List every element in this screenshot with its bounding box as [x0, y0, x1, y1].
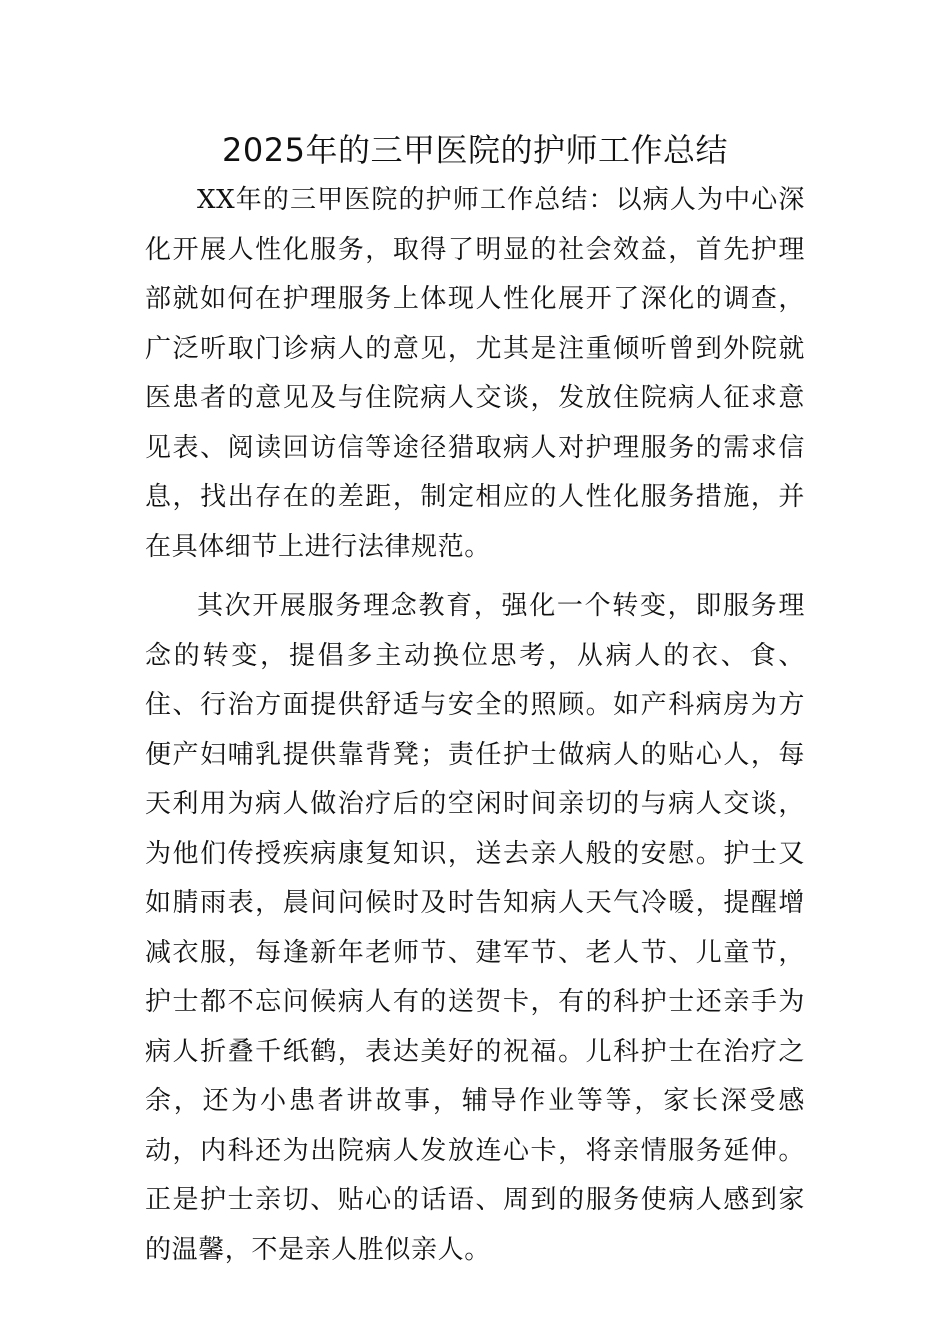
document-body	[145, 176, 805, 1275]
document-title: 2025年的三甲医院的护师工作总结	[222, 131, 728, 169]
paragraph: XX年的三甲医院的护师工作总结：以病人为中心深化开展人性化服务，取得了明显的社会效益，首先护理部就如何在护理服务上体现人性化展开了深化的调查，广泛听取门诊病人的意见，尤其是注重倾听曾到外院就医患者的意见及与住院病人交谈，发放住院病人征求意见表、阅读回访信等途径猎取病人对护理服务的需求信息，找出存在的差距，制定相应的人性化服务措施，并在具体细节上进行法律规范。	[145, 185, 805, 562]
paragraph: 其次开展服务理念教育，强化一个转变，即服务理念的转变，提倡多主动换位思考，从病人的衣、食、住、行治方面提供舒适与安全的照顾。如产科病房为方便产妇哺乳提供靠背凳；责任护士做病人的贴心人，每天利用为病人做治疗后的空闲时间亲切的与病人交谈，为他们传授疾病康复知识，送去亲人般的安慰。护士又如腈雨表，晨间问候时及时告知病人天气冷暖，提醒增减衣服，每逢新年老师节、建军节、老人节、儿童节，护士都不忘问候病人有的送贺卡，有的科护士还亲手为病人折叠千纸鹤，表达美好的祝福。儿科护士在治疗之余，还为小患者讲故事，辅导作业等等，家长深受感动，内科还为出院病人发放连心卡，将亲情服务延伸。正是护士亲切、贴心的话语、周到的服务使病人感到家的温馨，不是亲人胜似亲人。	[145, 591, 805, 1265]
